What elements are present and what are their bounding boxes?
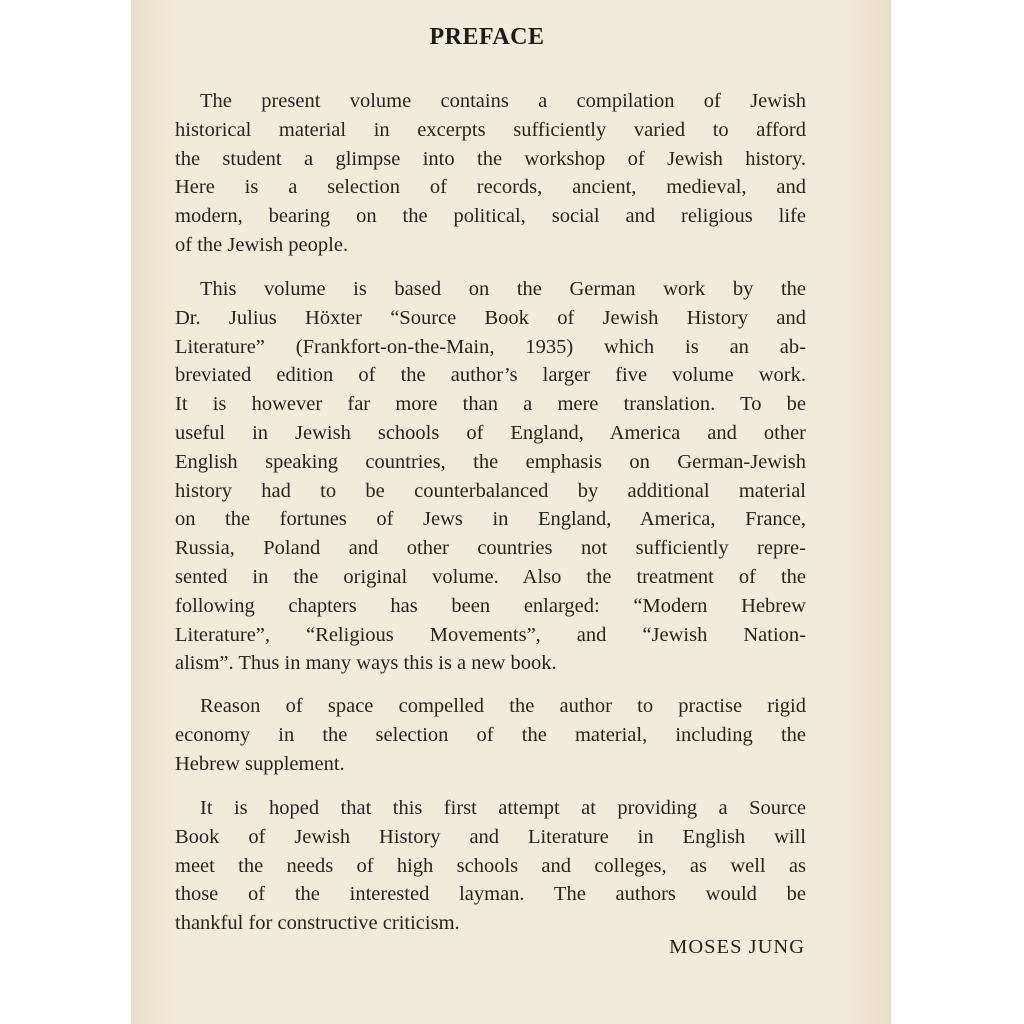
paragraph-2 <box>175 275 806 678</box>
text-line: economy in the selection of the material, including the <box>175 723 806 746</box>
text-line: modern, bearing on the political, social and religious life <box>175 205 806 228</box>
text-line: following chapters has been enlarged: “Modern Hebrew <box>175 594 806 617</box>
text-line: alism”. Thus in many ways this is a new book. <box>175 652 557 675</box>
text-line: meet the needs of high schools and colleges, as well as <box>175 854 806 877</box>
text-line: Book of Jewish History and Literature in English will <box>175 825 806 848</box>
paragraph-3 <box>175 692 806 778</box>
text-line: history had to be counterbalanced by additional material <box>175 479 806 502</box>
paragraph-1 <box>175 87 806 260</box>
text-line: those of the interested layman. The authors would be <box>175 883 806 906</box>
text-line: on the fortunes of Jews in England, America, France, <box>175 508 806 531</box>
page-title: PREFACE <box>429 24 545 50</box>
paragraph-4 <box>175 794 806 938</box>
text-line: of the Jewish people. <box>175 233 349 256</box>
text-line: breviated edition of the author’s larger five volume work. <box>175 364 806 387</box>
text-line: thankful for constructive criticism. <box>175 912 460 935</box>
text-line: English speaking countries, the emphasis on German-Jewish <box>175 450 806 473</box>
text-line: Literature”, “Religious Movements”, and “Jewish Nation- <box>175 623 806 646</box>
author-signature: MOSES JUNG <box>669 936 805 958</box>
text-line: It is however far more than a mere translation. To be <box>175 393 806 416</box>
text-line: This volume is based on the German work by the <box>200 278 806 300</box>
text-line: sented in the original volume. Also the treatment of the <box>175 565 806 588</box>
text-line: It is hoped that this first attempt at providing a Source <box>200 797 806 819</box>
text-line: Russia, Poland and other countries not sufficiently repre- <box>175 537 806 560</box>
text-line: The present volume contains a compilation of Jewish <box>200 90 806 112</box>
text-line: Dr. Julius Höxter “Source Book of Jewish History and <box>175 306 806 329</box>
text-line: useful in Jewish schools of England, America and other <box>175 421 806 444</box>
text-line: Literature” (Frankfort-on-the-Main, 1935) which is an ab- <box>175 335 806 358</box>
text-line: historical material in excerpts sufficiently varied to afford <box>175 118 806 141</box>
text-line: Here is a selection of records, ancient, medieval, and <box>175 176 806 199</box>
text-line: the student a glimpse into the workshop of Jewish history. <box>175 147 806 170</box>
text-line: Hebrew supplement. <box>175 752 345 775</box>
book-page <box>131 0 891 1024</box>
text-line: Reason of space compelled the author to practise rigid <box>200 695 806 717</box>
